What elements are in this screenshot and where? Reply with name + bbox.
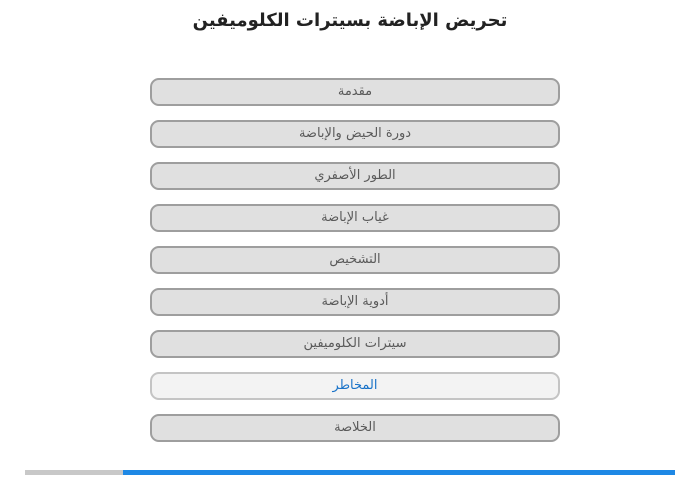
nav-item-ovulation-drugs[interactable]: أدوية الإباضة: [150, 288, 560, 316]
nav-item-introduction[interactable]: مقدمة: [150, 78, 560, 106]
nav-item-summary[interactable]: الخلاصة: [150, 414, 560, 442]
nav-item-risks[interactable]: المخاطر: [150, 372, 560, 400]
nav-item-menstrual-cycle[interactable]: دورة الحيض والإباضة: [150, 120, 560, 148]
nav-item-diagnosis[interactable]: التشخيص: [150, 246, 560, 274]
nav-item-clomiphene-citrate[interactable]: سيترات الكلوميفين: [150, 330, 560, 358]
page-title: تحريض الإباضة بسيترات الكلوميفين: [192, 10, 508, 31]
progress-bar: [25, 470, 675, 475]
progress-bar-fill: [123, 470, 676, 475]
nav-item-anovulation[interactable]: غياب الإباضة: [150, 204, 560, 232]
section-nav-list: [150, 78, 560, 456]
nav-item-luteal-phase[interactable]: الطور الأصفري: [150, 162, 560, 190]
